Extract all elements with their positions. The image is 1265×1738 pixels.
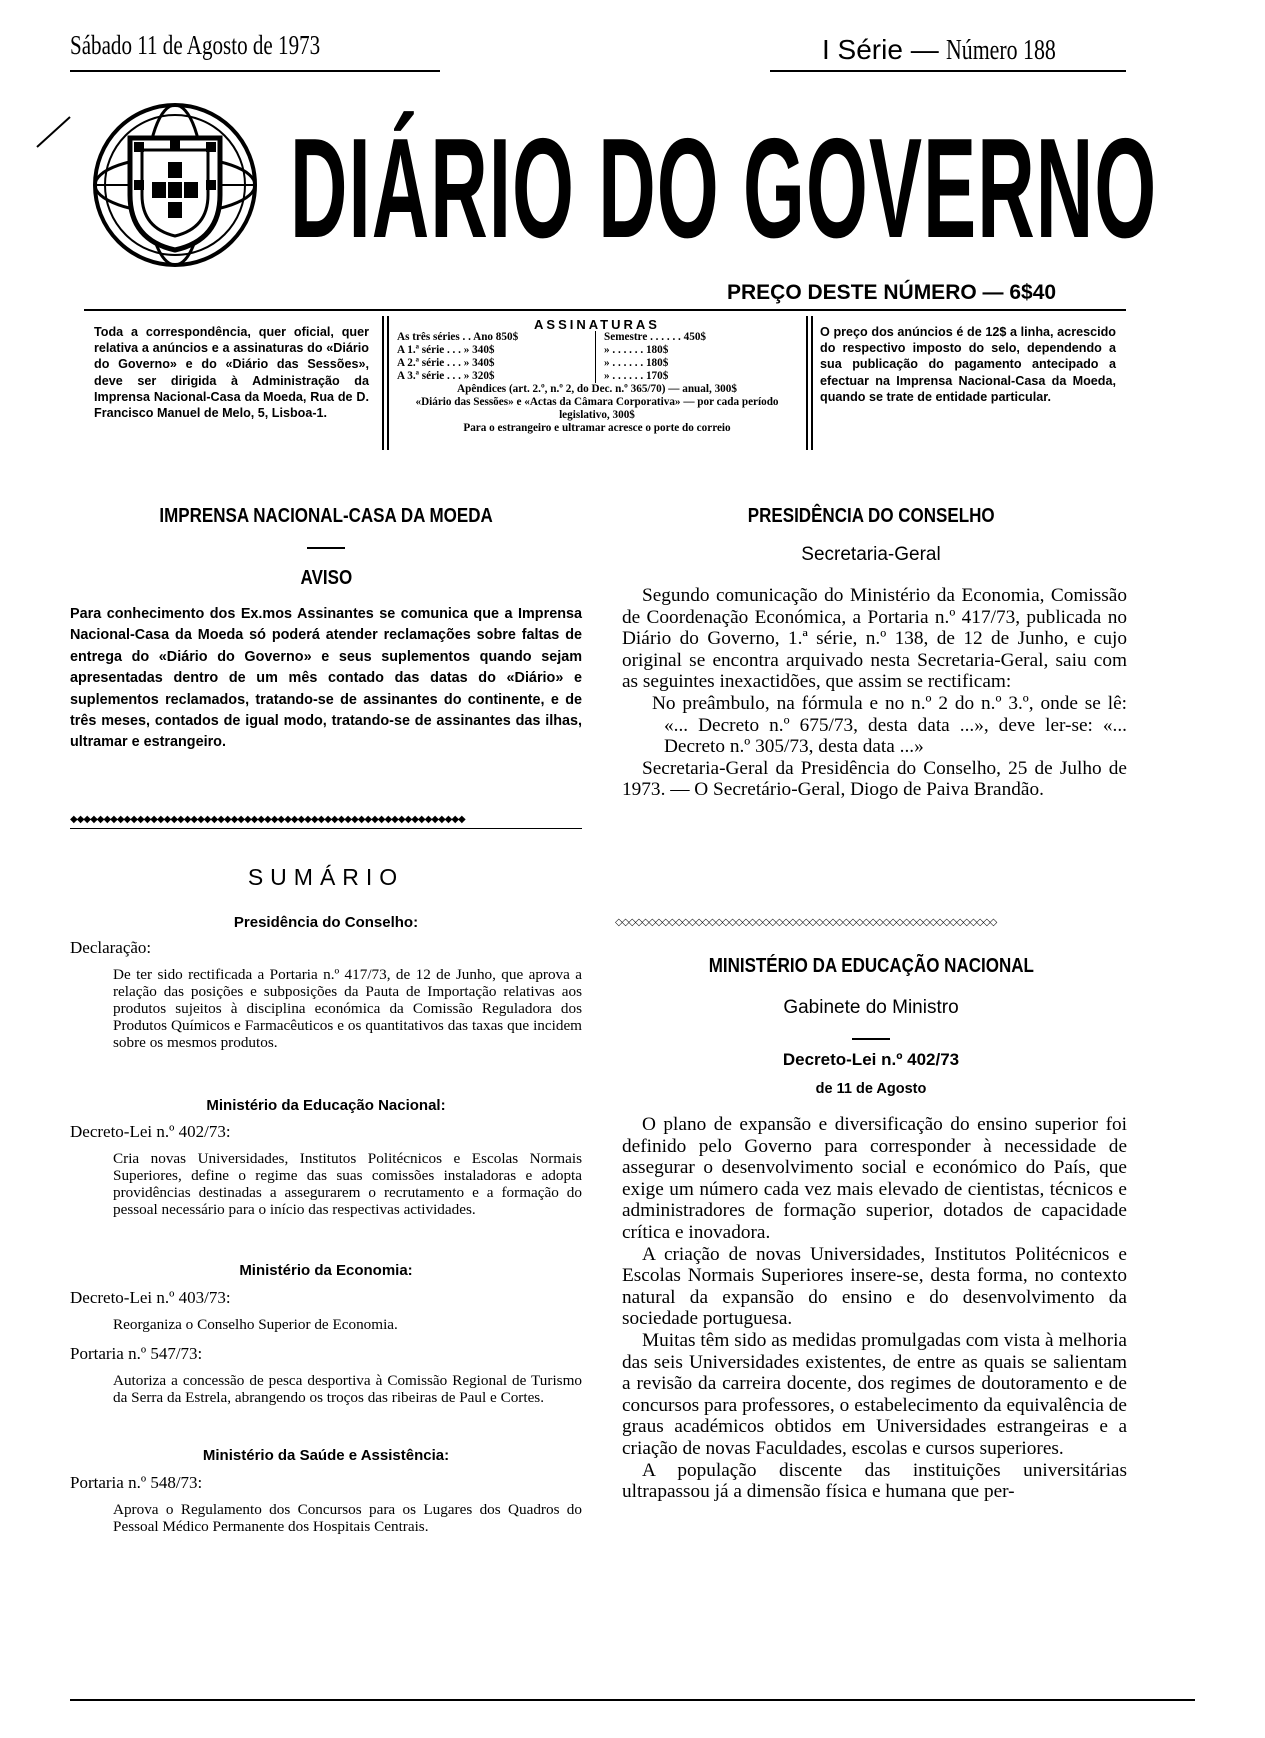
rectification-notice <box>622 585 1127 801</box>
issue-date: Sábado 11 de Agosto de 1973 <box>70 30 321 60</box>
notice-paragraph: Segundo comunicação do Ministério da Economia, Comissão de Coordenação Económica, a Portaria n.º 417/73, publicada no Diário do Governo, 1.ª série, n.º 138, de 12 de Junho, e cujo original se encontra arquivado nesta Secretaria-Geral, saiu com as seguintes inexactidões, que assim se rectificam: <box>622 585 1127 693</box>
serie-label: I Série — <box>822 34 939 65</box>
ornament-rule <box>70 828 582 829</box>
date-rule <box>70 70 440 72</box>
issue-number: Número 188 <box>945 35 1056 66</box>
ornament-divider: ◇◇◇◇◇◇◇◇◇◇◇◇◇◇◇◇◇◇◇◇◇◇◇◇◇◇◇◇◇◇◇◇◇◇◇◇◇◇◇◇◇◇◇◇◇◇◇◇◇◇◇◇◇◇◇◇◇ <box>615 918 997 928</box>
ministerio-title: MINISTÉRIO DA EDUCAÇÃO NACIONAL <box>708 955 1034 977</box>
subscriptions-title: ASSINATURAS <box>534 317 660 332</box>
header-rule <box>84 309 1126 311</box>
subscriptions-sessions: «Diário das Sessões» e «Actas da Câmara Corporativa» — por cada período legislativo, 300$ <box>415 396 779 421</box>
subscription-row: A 1.ª série . . . » 340$ <box>397 344 495 356</box>
correspondence-notice: Toda a correspondência, quer oficial, quer relativa a anúncios e a assinaturas do «Diário do Governo» e do «Diário das Sessões», deve ser dirigida à Administração da Imprensa Nacional-Casa da Moeda, Rua de D. Francisco Manuel de Melo, 5, Lisboa-1. <box>94 325 369 421</box>
gabinete-subtitle: Gabinete do Ministro <box>783 997 959 1018</box>
subscriptions-box <box>397 318 797 435</box>
footer-rule <box>70 1699 1195 1701</box>
subscriptions-appendix: Apêndices (art. 2.º, n.º 2, do Dec. n.º 365/70) — anual, 300$ <box>457 383 737 395</box>
coat-of-arms-icon <box>90 100 260 270</box>
subscriptions-semester-column <box>596 331 794 383</box>
sumario-item-label: Decreto-Lei n.º 403/73: <box>70 1288 231 1307</box>
serie-rule <box>770 70 1126 72</box>
ads-notice: O preço dos anúncios é de 12$ a linha, acrescido do respectivo imposto do selo, dependendo a sua publicação do pagamento antecipado a efectuar na Imprensa Nacional-Casa da Moeda, quando se trate de entidade particular. <box>820 325 1116 404</box>
box-divider-left-2 <box>387 316 389 450</box>
short-rule <box>307 547 345 549</box>
sumario-item-label: Portaria n.º 547/73: <box>70 1344 203 1363</box>
sumario-title: SUMÁRIO <box>247 864 405 890</box>
box-divider-right-2 <box>811 316 813 450</box>
secretaria-subtitle: Secretaria-Geral <box>801 544 941 565</box>
decree-body <box>622 1114 1127 1503</box>
issue-price: PREÇO DESTE NÚMERO — 6$40 <box>727 281 1057 304</box>
issue-serie <box>822 34 1086 67</box>
subscriptions-annual-column <box>397 331 596 383</box>
subscription-row: » . . . . . . 180$ <box>604 344 669 356</box>
sumario-item-label: Declaração: <box>70 938 152 957</box>
decree-title: Decreto-Lei n.º 402/73 <box>782 1050 960 1069</box>
decree-paragraph: Muitas têm sido as medidas promulgadas com vista à melhoria das seis Universidades existentes, de entre as quais se salientam a revisão da carreira docente, dos regimes de doutoramento e de concursos para professores, o estabelecimento da equivalência de graus académicos obtidos em Universidades estrangeiras e a criação de novas Faculdades, escolas e cursos superiores. <box>622 1329 1127 1459</box>
aviso-text: Para conhecimento dos Ex.mos Assinantes se comunica que a Imprensa Nacional-Casa da Moeda só poderá atender reclamações sobre faltas de entrega do «Diário do Governo» e seus suplementos quando sejam apresentadas dentro de um mês contado das datas do «Diário» e suplementos reclamados, tratando-se de assinantes do continente, e de três meses, contados de igual modo, tratando-se de assinantes das ilhas, ultramar e estrangeiro. <box>70 606 582 751</box>
sumario-section-saude: Ministério da Saúde e Assistência: <box>202 1447 450 1464</box>
ornament-divider: ◆◆◆◆◆◆◆◆◆◆◆◆◆◆◆◆◆◆◆◆◆◆◆◆◆◆◆◆◆◆◆◆◆◆◆◆◆◆◆◆◆◆◆◆◆◆◆◆◆◆◆◆◆◆◆◆◆◆◆ <box>70 815 465 825</box>
sumario-section-economia: Ministério da Economia: <box>239 1262 413 1279</box>
subscription-row: As três séries . . Ano 850$ <box>397 331 519 343</box>
subscription-row: » . . . . . . 180$ <box>604 357 669 369</box>
subscriptions-table <box>397 331 797 383</box>
sumario-item-text: Autoriza a concessão de pesca desportiva à Comissão Regional de Turismo da Serra da Estrela, abrangendo os troços das ribeiras de Paul e Cortes. <box>113 1372 582 1406</box>
subscription-row: A 3.ª série . . . » 320$ <box>397 370 495 382</box>
masthead-title: DIÁRIO DO GOVERNO <box>290 109 1158 268</box>
notice-correction: No preâmbulo, na fórmula e no n.º 2 do n.º 3.º, onde se lê: «... Decreto n.º 675/73, desta data ...», deve ler-se: «... Decreto n.º 305/73, desta data ...» <box>652 692 1127 758</box>
pen-mark-icon <box>34 114 74 150</box>
imprensa-title: IMPRENSA NACIONAL-CASA DA MOEDA <box>159 505 493 527</box>
decree-paragraph: O plano de expansão e diversificação do ensino superior foi definido pelo Governo para corresponder à necessidade de assegurar o desenvolvimento social e económico do País, que exige um número cada vez mais elevado de cientistas, técnicos e administradores de formação superior, dotados de capacidade crítica e inovadora. <box>622 1114 1127 1243</box>
sumario-item-text: Reorganiza o Conselho Superior de Economia. <box>113 1316 398 1333</box>
presidencia-title: PRESIDÊNCIA DO CONSELHO <box>747 505 995 527</box>
decree-paragraph: A população discente das instituições universitárias ultrapassou já a dimensão física e humana que per- <box>622 1459 1127 1503</box>
sumario-item-text: De ter sido rectificada a Portaria n.º 417/73, de 12 de Junho, que aprova a relação das posições e subposições da Pauta de Importação relativas aos produtos sujeitos à disciplina económica da Comissão Reguladora dos Produtos Químicos e Farmacêuticos e os quantitativos das taxas que incidem sobre os mesmos produtos. <box>113 966 582 1051</box>
sumario-section-educacao: Ministério da Educação Nacional: <box>206 1097 446 1114</box>
subscription-row: A 2.ª série . . . » 340$ <box>397 357 495 369</box>
sumario-item-label: Portaria n.º 548/73: <box>70 1473 203 1492</box>
decree-date: de 11 de Agosto <box>815 1081 927 1097</box>
sumario-item-label: Decreto-Lei n.º 402/73: <box>70 1122 231 1141</box>
subscription-row: Semestre . . . . . . 450$ <box>604 331 707 343</box>
box-divider-right-1 <box>806 316 808 450</box>
sumario-item-text: Aprova o Regulamento dos Concursos para os Lugares dos Quadros do Pessoal Médico Permanente dos Hospitais Centrais. <box>113 1501 582 1535</box>
subscriptions-foreign: Para o estrangeiro e ultramar acresce o porte do correio <box>463 422 731 434</box>
subscription-row: » . . . . . . 170$ <box>604 370 669 382</box>
aviso-title: AVISO <box>300 567 352 589</box>
decree-paragraph: A criação de novas Universidades, Institutos Politécnicos e Escolas Normais Superiores insere-se, desta forma, no contexto natural da expansão do ensino e do desenvolvimento da sociedade portuguesa. <box>622 1243 1127 1330</box>
box-divider-left-1 <box>382 316 384 450</box>
sumario-section-presidencia: Presidência do Conselho: <box>233 914 419 931</box>
short-rule <box>852 1038 890 1040</box>
sumario-item-text: Cria novas Universidades, Institutos Politécnicos e Escolas Normais Superiores, define o regime das suas comissões instaladoras e adopta providências destinadas a assegurarem o recrutamento e a formação do pessoal necessário para o início das respectivas actividades. <box>113 1150 582 1218</box>
notice-signature: Secretaria-Geral da Presidência do Conselho, 25 de Julho de 1973. — O Secretário-Geral, Diogo de Paiva Brandão. <box>622 757 1127 801</box>
